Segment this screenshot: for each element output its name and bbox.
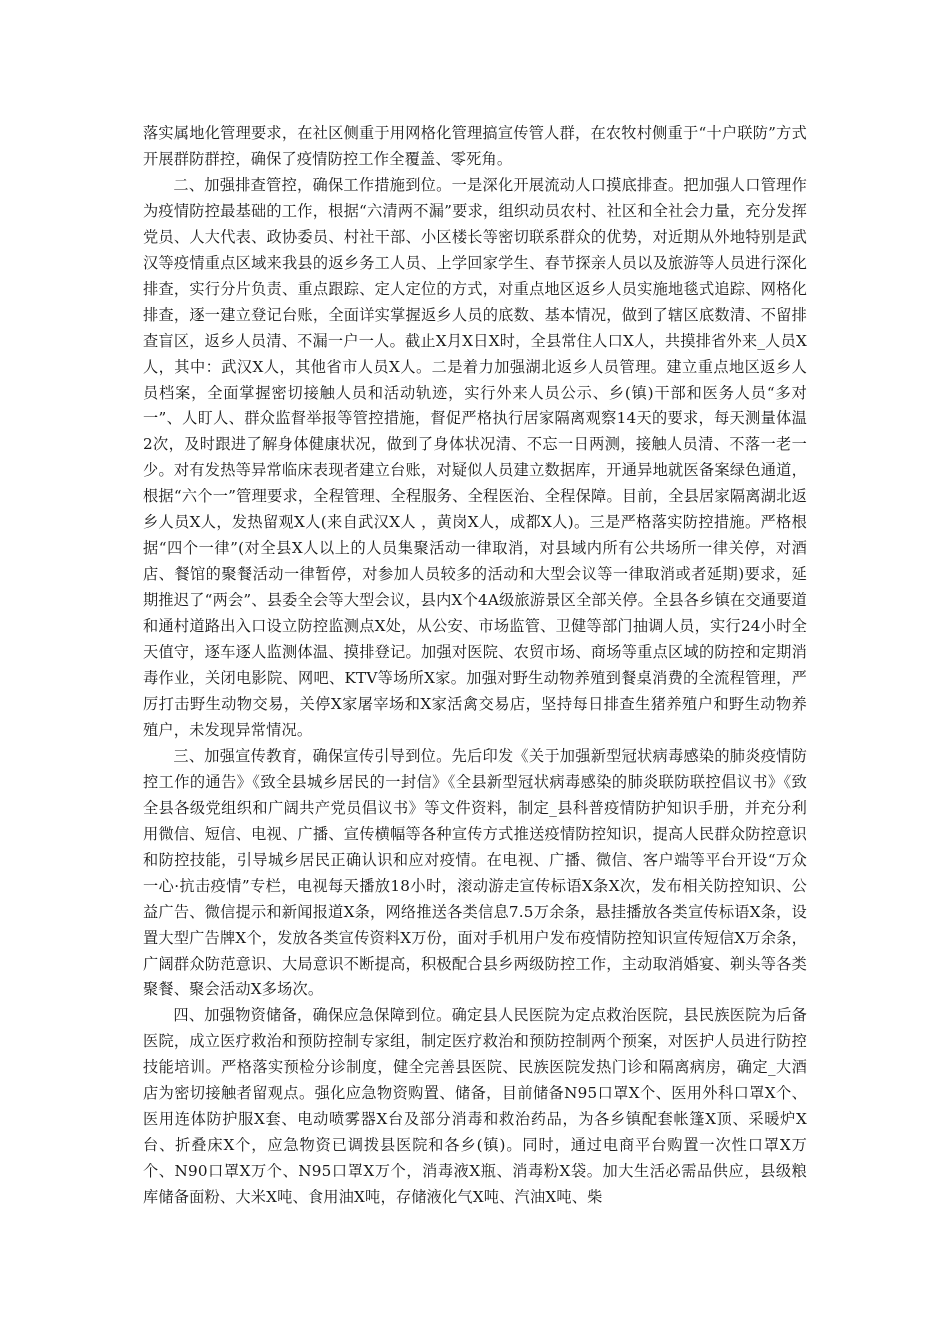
paragraph-section-two: 二、加强排查管控，确保工作措施到位。一是深化开展流动人口摸底排查。把加强人口管理作为疫情防控最基础的工作，根据“六清两不漏”要求，组织动员农村、社区和全社会力量，充分发挥党员、人大代表、政协委员、村社干部、小区楼长等密切联系群众的优势，对近期从外地特别是武汉等疫情重点区域来我县的返乡务工人员、上学回家学生、春节探亲人员以及旅游等人员进行深化排查，实行分片负责、重点跟踪、定人定位的方式，对重点地区返乡人员实施地毯式追踪、网格化排查，逐一建立登记台账，全面详实掌握返乡人员的底数、基本情况，做到了辖区底数清、不留排查盲区，返乡人员清、不漏一户一人。截止X月X日X时，全县常住人口X人，共摸排省外来_人员X人，其中：武汉X人，其他省市人员X人。二是着力加强湖北返乡人员管理。建立重点地区返乡人员档案，全面掌握密切接触人员和活动轨迹，实行外来人员公示、乡(镇)干部和医务人员“多对一”、人盯人、群众监督举报等管控措施，督促严格执行居家隔离观察14天的要求，每天测量体温2次，及时跟进了解身体健康状况，做到了身体状况清、不忘一日两测，接触人员清、不落一老一少。对有发热等异常临床表现者建立台账，对疑似人员建立数据库，开通异地就医备案绿色通道，根据“六个一”管理要求，全程管理、全程服务、全程医治、全程保障。目前，全县居家隔离湖北返乡人员X人，发热留观X人(来自武汉X人 ，黄岗X人，成都X人)。三是严格落实防控措施。严格根据“四个一律”(对全县X人以上的人员集聚活动一律取消，对县域内所有公共场所一律关停，对酒店、餐馆的聚餐活动一律暂停，对参加人员较多的活动和大型会议等一律取消或者延期)要求，延期推迟了“两会”、县委全会等大型会议，县内X个4A级旅游景区全部关停。全县各乡镇在交通要道和通村道路出入口设立防控监测点X处，从公安、市场监管、卫健等部门抽调人员，实行24小时全天值守，逐车逐人监测体温、摸排登记。加强对医院、农贸市场、商场等重点区域的防控和定期消毒作业，关闭电影院、网吧、KTV等场所X家。加强对野生动物养殖到餐桌消费的全流程管理，严厉打击野生动物交易，关停X家屠宰场和X家活禽交易店，坚持每日排查生猪养殖户和野生动物养殖户，未发现异常情况。 bbox=[143, 175, 807, 739]
paragraph-intro-continuation: 落实属地化管理要求，在社区侧重于用网格化管理搞宣传管人群，在农牧村侧重于“十户联防”方式开展群防群控，确保了疫情防控工作全覆盖、零死角。 bbox=[143, 124, 807, 168]
paragraph-section-three: 三、加强宣传教育，确保宣传引导到位。先后印发《关于加强新型冠状病毒感染的肺炎疫情防控工作的通告》《致全县城乡居民的一封信》《全县新型冠状病毒感染的肺炎联防联控倡议书》《致全县各级党组织和广阔共产党员倡议书》等文件资料，制定_县科普疫情防护知识手册，并充分利用微信、短信、电视、广播、宣传横幅等各种宣传方式推送疫情防控知识，提高人民群众防控意识和防控技能，引导城乡居民正确认识和应对疫情。在电视、广播、微信、客户端等平台开设“万众一心·抗击疫情”专栏，电视每天播放18小时，滚动游走宣传标语X条X次，发布相关防控知识、公益广告、微信提示和新闻报道X条，网络推送各类信息7.5万余条，悬挂播放各类宣传标语X条，设置大型广告牌X个，发放各类宣传资料X万份，面对手机用户发布疫情防控知识宣传短信X万余条，广阔群众防范意识、大局意识不断提高，积极配合县乡两级防控工作，主动取消婚宴、剃头等各类聚餐、聚会活动X多场次。 bbox=[143, 746, 807, 999]
document-body bbox=[143, 121, 807, 1211]
paragraph-section-four: 四、加强物资储备，确保应急保障到位。确定县人民医院为定点救治医院，县民族医院为后备医院，成立医疗救治和预防控制专家组，制定医疗救治和预防控制两个预案，对医护人员进行防控技能培训。严格落实预检分诊制度，健全完善县医院、民族医院发热门诊和隔离病房，确定_大酒店为密切接触者留观点。强化应急物资购置、储备，目前储备N95口罩X个、医用外科口罩X个、医用连体防护服X套、电动喷雾器X台及部分消毒和救治药品，为各乡镇配套帐篷X顶、采暖炉X台、折叠床X个，应急物资已调拨县医院和各乡(镇)。同时，通过电商平台购置一次性口罩X万个、N90口罩X万个、N95口罩X万个，消毒液X瓶、消毒粉X袋。加大生活必需品供应，县级粮库储备面粉、大米X吨、食用油X吨，存储液化气X吨、汽油X吨、柴 bbox=[143, 1006, 807, 1207]
